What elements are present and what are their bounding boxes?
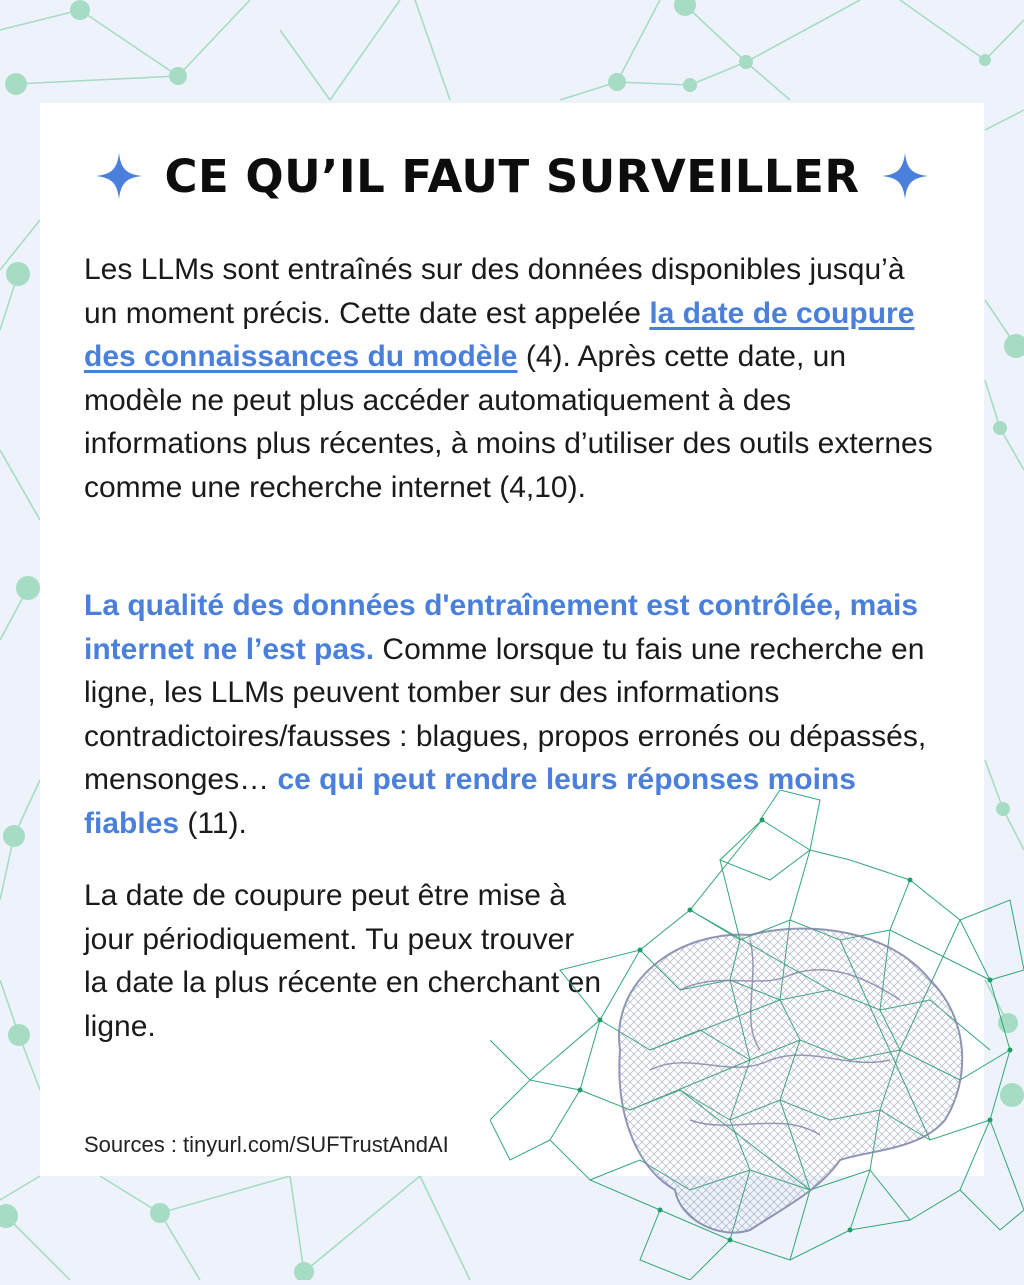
paragraph-text: (11). (179, 806, 247, 840)
paragraph-cutoff (84, 248, 934, 509)
page-title: CE QU’IL FAUT SURVEILLER (164, 149, 860, 203)
sparkle-icon (881, 152, 929, 200)
paragraph-text: (4). Après cette date, un modèle ne peut plus accéder automatiquement à des informations plus récentes, à moins d’utiliser des outils externes comme une recherche internet (4,10). (84, 340, 933, 504)
sources-text: Sources : tinyurl.com/SUFTrustAndAI (84, 1132, 449, 1157)
header (0, 140, 1024, 212)
brain-network-illustration (490, 790, 1024, 1280)
cutoff-link[interactable]: la date de coupure des connaissances du modèle (84, 296, 915, 373)
paragraph-update: La date de coupure peut être mise à jour périodiquement. Tu peux trouver la date la plus récente en cherchant en ligne. (84, 879, 602, 1043)
highlight-text: ce qui peut rendre leurs réponses moins fiables (84, 763, 856, 840)
highlight-text: La qualité des données d'entraînement est contrôlée, mais internet ne l’est pas. (84, 589, 919, 666)
paragraph-text: Comme lorsque tu fais une recherche en ligne, les LLMs peuvent tomber sur des informations contradictoires/fausses : blagues, propos erronés ou dépassés, mensonges… (84, 632, 927, 796)
paragraph-text: Les LLMs sont entraînés sur des données disponibles jusqu’à un moment précis. Cette date est appelée (84, 253, 905, 330)
sparkle-icon (95, 152, 143, 200)
